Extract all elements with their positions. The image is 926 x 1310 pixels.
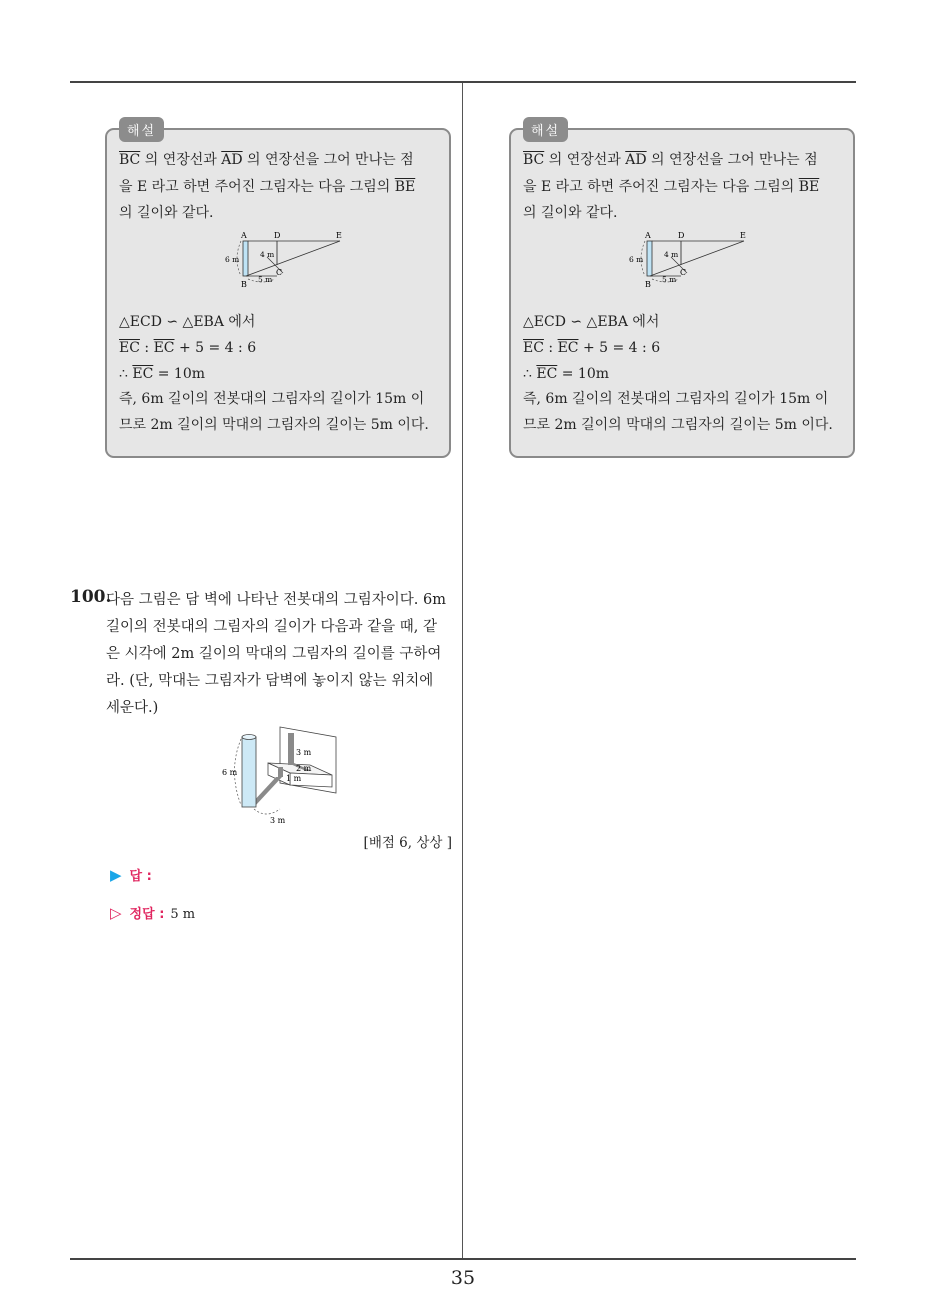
segment-be: $\overline{BE}$ <box>798 178 820 195</box>
segment-ec: $\overline{EC}$ <box>523 340 544 356</box>
label-mid-1m: 1 m <box>286 774 302 783</box>
conclusion-line-1: 즉, 6m 길이의 전봇대의 그림자의 길이가 15m 이 <box>119 390 425 407</box>
conclusion-line-2: 므로 2m 길이의 막대의 그림자의 길이는 5m 이다. <box>523 417 833 433</box>
conclusion-line-2: 므로 2m 길이의 막대의 그림자의 길이는 5m 이다. <box>119 417 429 433</box>
text: ∴ <box>523 365 537 382</box>
text: 의 연장선을 그어 만나는 점 <box>242 152 414 168</box>
ratio-statement <box>523 335 849 362</box>
segment-ec: $\overline{EC}$ <box>132 365 154 382</box>
label-ground-3m: 3 m <box>270 816 286 825</box>
correct-answer-value: 5 m <box>170 907 196 922</box>
label-6m: 6 m <box>225 254 240 264</box>
label-d: D <box>678 230 685 240</box>
label-a: A <box>241 230 247 240</box>
answer-label: 답 : <box>129 869 152 884</box>
correct-answer-row <box>110 903 195 922</box>
problem-number: 100. <box>70 587 112 607</box>
problem-text <box>106 587 456 722</box>
text: 의 연장선과 <box>140 152 222 168</box>
footer-rule <box>70 1258 856 1260</box>
solution-line-1 <box>523 147 849 174</box>
therefore-statement <box>523 362 849 386</box>
problem-line-3: 은 시각에 2m 길이의 막대의 그림자의 길이를 구하여 <box>106 646 442 662</box>
segment-ec: $\overline{EC}$ <box>557 340 579 356</box>
solution-line-3: 의 길이와 같다. <box>119 205 214 221</box>
label-top-2m: 2 m <box>296 764 312 773</box>
text: 의 연장선과 <box>544 152 626 168</box>
label-4m: 4 m <box>260 249 275 259</box>
label-wall-3m: 3 m <box>296 748 312 757</box>
solution-line-1 <box>119 147 445 174</box>
text: 을 E 라고 하면 주어진 그림자는 다음 그림의 <box>523 178 799 195</box>
label-a: A <box>645 230 651 240</box>
label-e: E <box>336 230 342 240</box>
header-rule <box>70 81 856 83</box>
label-5m: 5 m <box>258 274 273 284</box>
text: + 5 = 4 : 6 <box>174 340 257 356</box>
solution-line-2 <box>119 174 445 201</box>
problem-line-2: 길이의 전봇대의 그림자의 길이가 다음과 같을 때, 같 <box>106 619 438 635</box>
label-d: D <box>274 230 281 240</box>
text: ∴ <box>119 365 133 382</box>
label-b: B <box>241 279 247 289</box>
text: : <box>139 340 154 356</box>
column-divider <box>462 83 463 1258</box>
segment-ec: $\overline{EC}$ <box>119 340 140 356</box>
segment-bc: $\overline{BC}$ <box>119 152 141 168</box>
problem-line-5: 세운다.) <box>106 700 159 716</box>
segment-be: $\overline{BE}$ <box>394 178 416 195</box>
solution-tag: 해설 <box>119 117 164 142</box>
segment-ad: $\overline{AD}$ <box>625 152 647 168</box>
play-icon: ▶ <box>110 866 122 884</box>
text: 을 E 라고 하면 주어진 그림자는 다음 그림의 <box>119 178 395 195</box>
text: : <box>543 340 558 356</box>
label-e: E <box>740 230 746 240</box>
solution-box-right <box>509 124 855 458</box>
correct-answer-label: 정답 : <box>129 907 165 922</box>
page-number: 35 <box>450 1267 476 1289</box>
solution-line-2 <box>523 174 849 201</box>
segment-ec: $\overline{EC}$ <box>536 365 558 382</box>
label-6m: 6 m <box>629 254 644 264</box>
ratio-statement <box>119 335 445 362</box>
text: = 10m <box>557 365 610 382</box>
problem-line-1: 다음 그림은 담 벽에 나타난 전봇대의 그림자이다. 6m <box>106 592 446 608</box>
pole-shadow-figure <box>222 725 352 835</box>
label-4m: 4 m <box>664 249 679 259</box>
problem-line-4: 라. (단, 막대는 그림자가 담벽에 놓이지 않는 위치에 <box>106 673 434 689</box>
conclusion-line-1: 즉, 6m 길이의 전봇대의 그림자의 길이가 15m 이 <box>523 390 829 407</box>
answer-row <box>110 865 152 884</box>
solution-line-3: 의 길이와 같다. <box>523 205 618 221</box>
segment-bc: $\overline{BC}$ <box>523 152 545 168</box>
similar-triangle-figure <box>225 229 355 291</box>
similar-triangle-figure <box>629 229 759 291</box>
segment-ec: $\overline{EC}$ <box>153 340 175 356</box>
label-pole-6m: 6 m <box>222 768 238 777</box>
label-c: C <box>680 267 687 277</box>
play-outline-icon: ▷ <box>110 904 122 922</box>
text: = 10m <box>153 365 206 382</box>
similarity-statement: △ECD ∽ △EBA 에서 <box>523 313 660 330</box>
text: + 5 = 4 : 6 <box>578 340 661 356</box>
label-c: C <box>276 267 283 277</box>
solution-box-left <box>105 124 451 458</box>
label-5m: 5 m <box>662 274 677 284</box>
similarity-statement: △ECD ∽ △EBA 에서 <box>119 313 256 330</box>
solution-body <box>119 147 445 439</box>
label-b: B <box>645 279 651 289</box>
therefore-statement <box>119 362 445 386</box>
score-info: [배점 6, 상상 ] <box>363 835 452 851</box>
text: 의 연장선을 그어 만나는 점 <box>646 152 818 168</box>
segment-ad: $\overline{AD}$ <box>221 152 243 168</box>
solution-tag: 해설 <box>523 117 568 142</box>
solution-body <box>523 147 849 439</box>
